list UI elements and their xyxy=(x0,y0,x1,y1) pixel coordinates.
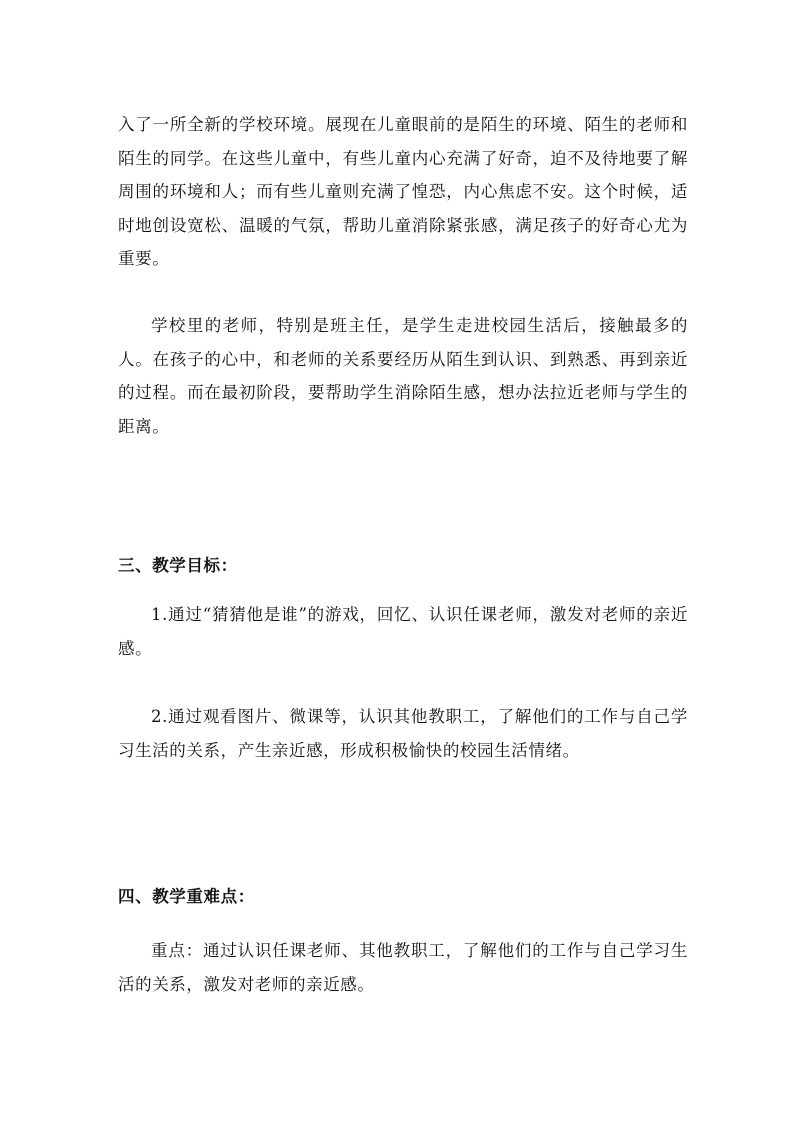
objective-item-2: 2.通过观看图片、微课等，认识其他教职工，了解他们的工作与自己学习生活的关系，产生亲近感，形成积极愉快的校园生活情绪。 xyxy=(118,707,688,760)
objective-item-1: 1.通过“猜猜他是谁”的游戏，回忆、认识任课老师，激发对老师的亲近感。 xyxy=(118,605,688,658)
paragraph-key-point: 重点：通过认识任课老师、其他教职工，了解他们的工作与自己学习生活的关系，激发对老师的亲近感。 xyxy=(118,941,688,994)
paragraph-teacher-relationship: 学校里的老师，特别是班主任，是学生走进校园生活后，接触最多的人。在孩子的心中，和老师的关系要经历从陌生到认识、到熟悉、再到亲近的过程。而在最初阶段，要帮助学生消除陌生感，想办法拉近老师与学生的距离。 xyxy=(118,316,688,436)
heading-teaching-objectives: 三、教学目标： xyxy=(118,556,238,575)
paragraph-school-environment: 入了一所全新的学校环境。展现在儿童眼前的是陌生的环境、陌生的老师和陌生的同学。在这些儿童中，有些儿童内心充满了好奇，迫不及待地要了解周围的环境和人；而有些儿童则充满了惶恐，内心焦虑不安。这个时候，适时地创设宽松、温暖的气氛，帮助儿童消除紧张感，满足孩子的好奇心尤为重要。 xyxy=(118,115,688,268)
heading-key-difficult-points: 四、教学重难点： xyxy=(118,887,255,906)
